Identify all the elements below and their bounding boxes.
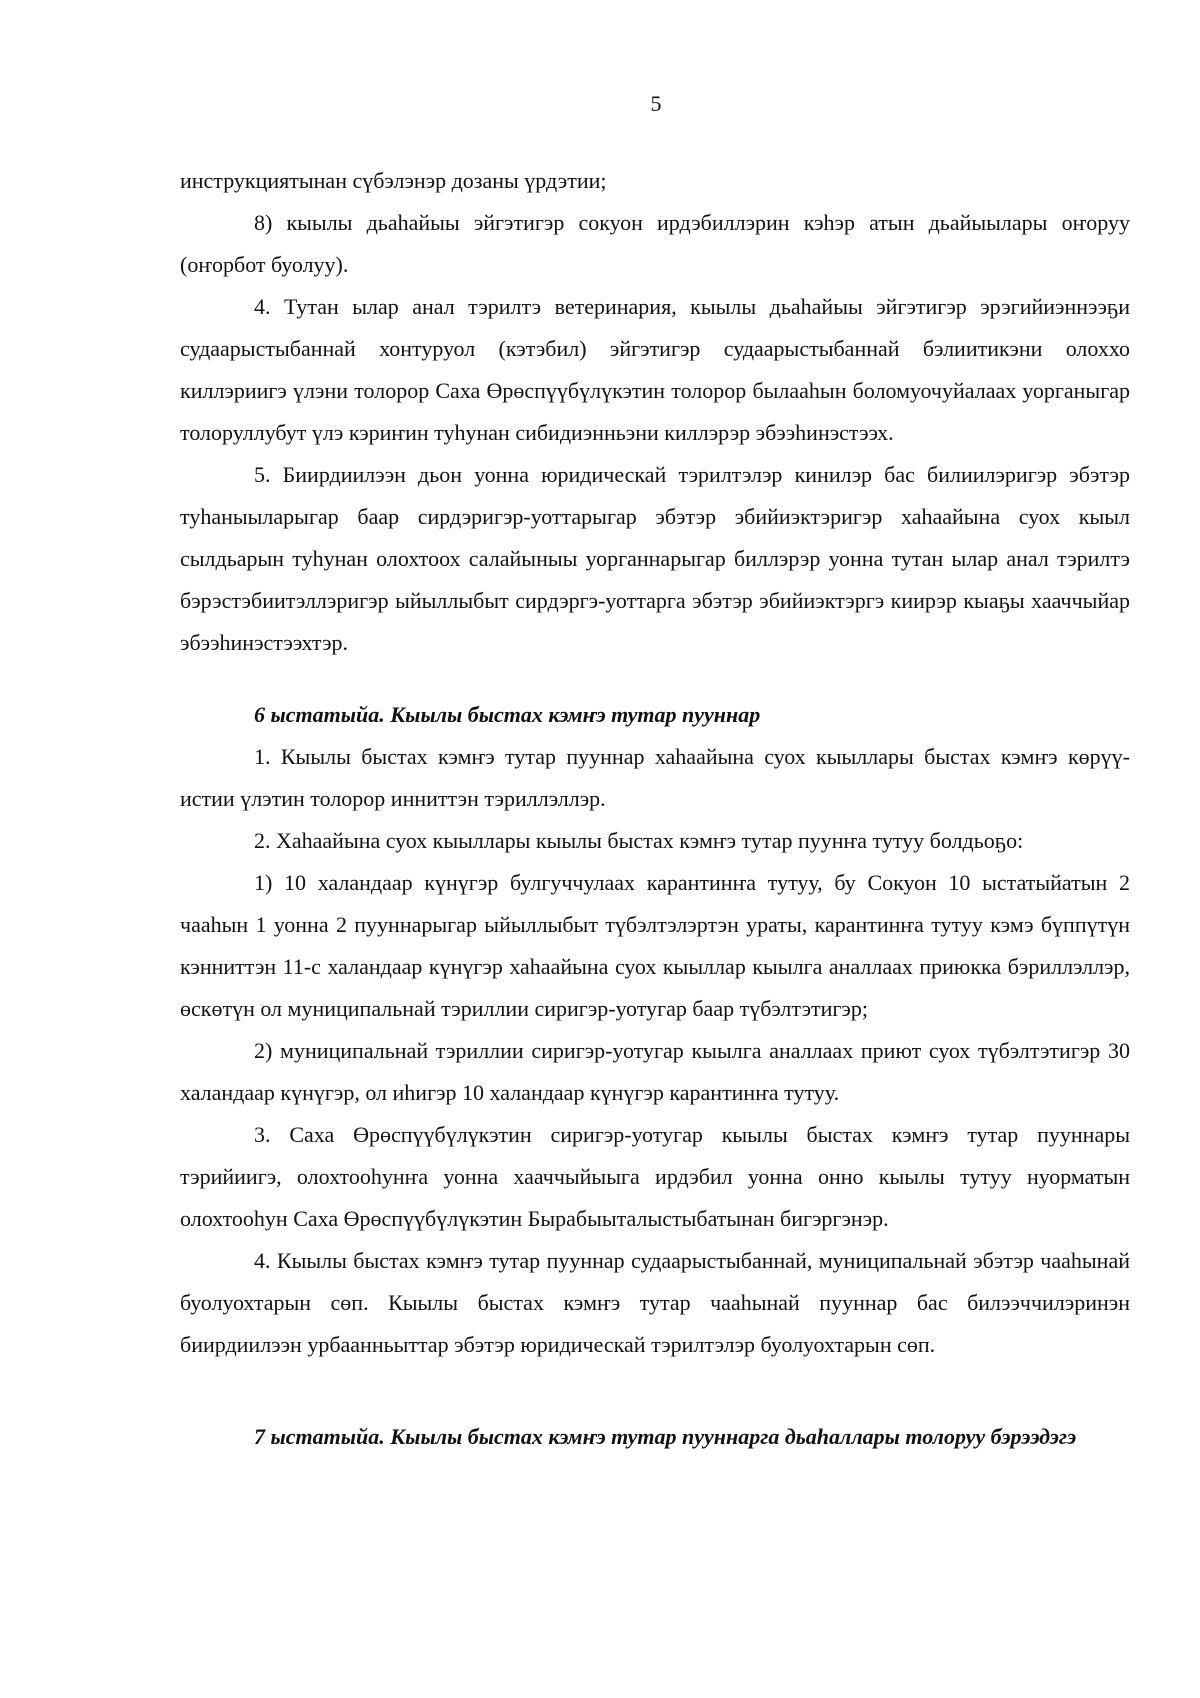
document-page [180, 0, 1130, 1698]
article-7-heading: 7 ыстатыйа. Кыылы быстах кэмҥэ тутар пууннарга дьаһаллары толоруу бэрээдэгэ [254, 1424, 1077, 1449]
article-6-clause-3: 3. Саха Өрөспүүбүлүкэтин сиригэр-уотугар кыылы быстах кэмҥэ тутар пууннары тэрийиигэ, олохтооһунҥа уонна хааччыйыыга ирдэбил уонна онно кыылы тутуу нуорматын олохтооһун Саха Өрөспүүбүлүкэтин Бырабыыталыстыбатынан бигэргэнэр. [180, 1122, 1130, 1231]
article-6-clause-4: 4. Кыылы быстах кэмҥэ тутар пууннар судаарыстыбаннай, муниципальнай эбэтэр чааһынай буолуохтарын сөп. Кыылы быстах кэмҥэ тутар чааһынай пууннар бас билээччилэринэн биирдиилээн урбаанньыттар эбэтэр юридическай тэрилтэлэр буолуохтарын сөп. [180, 1248, 1130, 1357]
article-6-clause-1: 1. Кыылы быстах кэмҥэ тутар пууннар хаһаайына суох кыыллары быстах кэмҥэ көрүү-истии үлэтин толорор инниттэн тэриллэллэр. [180, 744, 1130, 811]
document-body [180, 160, 1130, 1458]
article-6-heading: 6 ыстатыйа. Кыылы быстах кэмҥэ тутар пууннар [254, 702, 761, 727]
paragraph-clause-4: 4. Тутан ылар анал тэрилтэ ветеринария, кыылы дьаһайыы эйгэтигэр эрэгийиэннээҕи судаарыстыбаннай хонтуруол (кэтэбил) эйгэтигэр судаарыстыбаннай бэлиитикэни олоххо киллэриигэ үлэни толорор Саха Өрөспүүбүлүкэтин толорор былааһын боломуочуйалаах уорганыгар толоруллубут үлэ кэриҥин туһунан сибидиэнньэни киллэрэр эбээһинэстээх. [180, 294, 1130, 445]
article-6-clause-2: 2. Хаһаайына суох кыыллары кыылы быстах кэмҥэ тутар пуунҥа тутуу болдьоҕо: [254, 828, 1024, 853]
page-number: 5 [650, 91, 662, 116]
paragraph-continuation: инструкциятынан сүбэлэнэр дозаны үрдэтии; [180, 168, 607, 193]
paragraph-clause-5: 5. Биирдиилээн дьон уонна юридическай тэрилтэлэр кинилэр бас билиилэригэр эбэтэр туһаныыларыгар баар сирдэригэр-уоттарыгар эбэтэр эбийиэктэригэр хаһаайына суох кыыл сылдьарын туһунан олохтоох салайыныы уорганнарыгар биллэрэр уонна тутан ылар анал тэрилтэ бэрэстэбиитэллэригэр ыйыллыбыт сирдэргэ-уоттарга эбэтэр эбийиэктэргэ киирэр кыаҕы хааччыйар эбээһинэстээхтэр. [180, 462, 1130, 655]
article-6-item-2: 2) муниципальнай тэриллии сиригэр-уотугар кыылга аналлаах приют суох түбэлтэтигэр 30 халандаар күнүгэр, ол иһигэр 10 халандаар күнүгэр карантинҥа тутуу. [180, 1038, 1130, 1105]
article-6-item-1: 1) 10 халандаар күнүгэр булгуччулаах карантинҥа тутуу, бу Сокуон 10 ыстатыйатын 2 чааһын 1 уонна 2 пууннарыгар ыйыллыбыт түбэлтэлэртэн ураты, карантинҥа тутуу кэмэ бүппүтүн кэнниттэн 11-с халандаар күнүгэр хаһаайына суох кыыллар кыылга аналлаах приюкка бэриллэллэр, өскөтүн ол муниципальнай тэриллии сиригэр-уотугар баар түбэлтэтигэр; [180, 870, 1130, 1021]
paragraph-item-8: 8) кыылы дьаһайыы эйгэтигэр сокуон ирдэбиллэрин кэһэр атын дьайыылары оҥоруу (оҥорбот буолуу). [180, 210, 1130, 277]
